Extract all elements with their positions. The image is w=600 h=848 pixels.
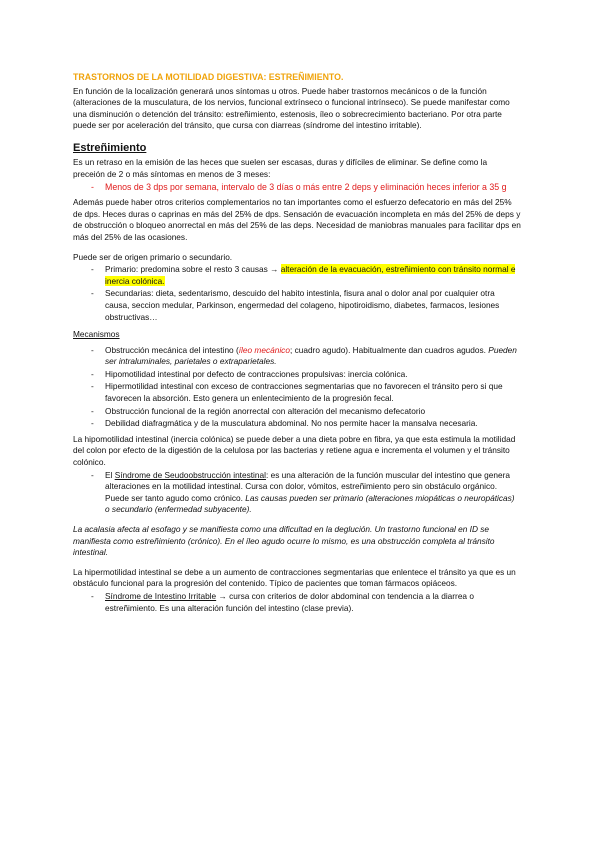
mechanism-item: - Obstrucción funcional de la región anorrectal con alteración del mecanismo defecatorio (73, 406, 521, 418)
ileo-mecanico-term: íleo mecánico (238, 344, 290, 355)
hypomotility-paragraph: La hipomotilidad intestinal (inercia colónica) se puede deber a una dieta pobre en fibra, ya que esta estimula la motilidad del colon por efecto de la digestión de la celulosa por las bacterias y retiene agua e incrementa el volumen y el tránsito colónico. (73, 433, 516, 468)
primary-item (73, 264, 521, 287)
pseudo-syndrome-link[interactable]: Síndrome de Seudoobstrucción intestinal (114, 469, 266, 480)
origin-paragraph: Puede ser de origen primario o secundario. (73, 251, 233, 262)
mechanism-item: - Hipomotilidad intestinal por defecto de contracciones propulsivas: inercia colónica. (73, 369, 521, 381)
hypermotility-paragraph: La hipermotilidad intestinal se debe a un aumento de contracciones segmentarias que enlentece el tránsito ya que es un obstáculo funcional para la progresión del contenido. Típico de pacientes que toman fármacos opiáceos. (73, 566, 516, 589)
primary-text: Primario: predomina sobre el resto 3 causas → (105, 264, 281, 275)
ibs-text: → cursa con criterios de dolor abdominal con tendencia a la diarrea o estreñimiento. Es una alteración función del intestino (clase previa). (105, 590, 474, 613)
ibs-syndrome-link[interactable]: Síndrome de Intestino Irritable (105, 590, 217, 601)
red-criteria-item: - Menos de 3 dps por semana, intervalo de 3 días o más entre 2 deps y eliminación heces inferior a 35 g (73, 181, 521, 193)
ibs-item (73, 591, 521, 614)
mechanism-text: Obstrucción mecánica del intestino ( (105, 344, 239, 355)
secondary-item: - Secundarias: dieta, sedentarismo, descuido del habito intestinla, fisura anal o dolor anal por cualquier otra causa, seccion medular, Parkinson, engermedad del colageno, hipotiroidismo, diabetes, farmacos, lesiones obstructivas… (73, 288, 521, 323)
mechanism-item: - Debilidad diafragmática y de la musculatura abdominal. No nos permite hacer la mansalva necesaria. (73, 418, 521, 430)
primary-highlight: alteración de la evacuación, estreñimiento con tránsito normal e inercia colónica. (105, 264, 516, 286)
criteria-paragraph: Además puede haber otros criterios complementarios no tan importantes como el esfuerzo defecatorio en más del 25% de dps. Heces duras o caprinas en más del 25% de dps. Sensación de evacuación incompleta en más del 25% de deps y de obstrucción o bloqueo anorrectal en más del 25% de las deps. Necesidad de maniobras manuales para facilitar dps en más del 25% de las ocasiones. (73, 197, 521, 242)
section-heading-estrenimiento: Estreñimiento (73, 141, 147, 154)
pseudo-item (73, 470, 521, 516)
origin-list (73, 264, 521, 323)
pseudo-prefix: El (105, 469, 115, 480)
mechanisms-heading: Mecanismos (73, 329, 120, 340)
document-page (73, 72, 521, 618)
ibs-list (73, 591, 521, 614)
mechanisms-list (73, 345, 521, 430)
mechanism-italic-text: Pueden ser intraluminales, parietales o extraparietales. (105, 344, 517, 367)
pseudo-text: : es una alteración de la función muscular del intestino que genera alteraciones en la motilidad intestinal. Cursa con dolor, vómitos, estreñimiento pero sin obstáculo orgánico. Puede ser tanto agudo como crónico. (105, 469, 510, 503)
definition-paragraph: Es un retraso en la emisión de las heces que suelen ser escasas, duras y difíciles de eliminar. Se define como la preceión de 2 o más síntomas en menos de 3 meses: (73, 156, 488, 179)
pseudo-italic-text: Las causas pueden ser primario (alteraciones miopáticas o neuropáticas) o secundario (enfermedad subyacente). (105, 492, 515, 515)
mechanism-item (73, 345, 521, 368)
achalasia-paragraph: La acalasia afecta al esofago y se manifiesta como una dificultad en la deglución. Un trastorno funcional en ID se manifiesta como estreñimiento (crónico). En el íleo agudo ocurre lo mismo, es una obstrucción completa al tránsito intestinal. (73, 524, 495, 558)
mechanism-item: - Hipermotilidad intestinal con exceso de contracciones segmentarias que no favorecen el tránsito pero si que favorecen la absorción. Esto genera un enlentecimiento de la progresión fecal. (73, 381, 521, 404)
intro-paragraph: En función de la localización generará unos síntomas u otros. Puede haber trastornos mecánicos o de la función (alteraciones de la musculatura, de los nervios, funcional extrínseco o funcional intrínseco). Se puede manifestar como una disminución o detención del tránsito: estreñimiento, estenosis, íleo o sobrecrecimiento bacteriano. Por otra parte puede ser por aceleración del tránsito, que cursa con diarreas (síndrome del intestino irritable). (73, 85, 510, 131)
definition-list (73, 181, 521, 193)
document-title: TRASTORNOS DE LA MOTILIDAD DIGESTIVA: ESTREÑIMIENTO. (73, 72, 344, 82)
pseudo-list (73, 470, 521, 516)
mechanism-text: ; cuadro agudo). Habitualmente dan cuadros agudos. (289, 344, 489, 355)
